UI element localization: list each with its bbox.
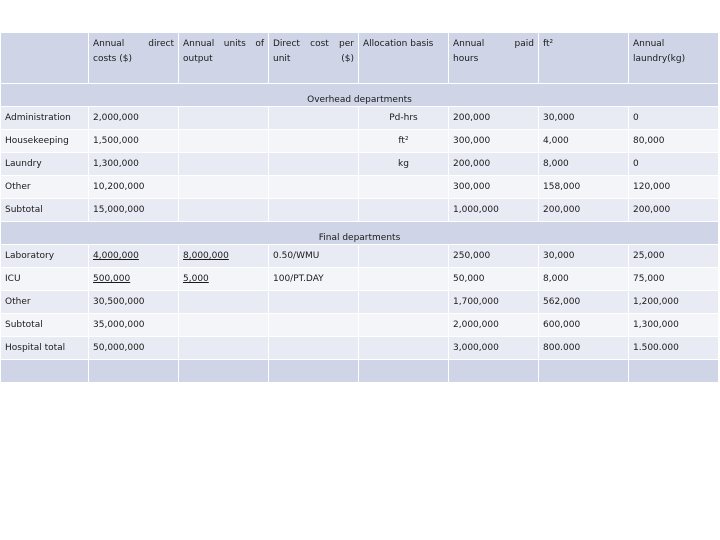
- cost-allocation-table: [0, 32, 719, 383]
- table-row: [1, 130, 719, 153]
- cell-hours: 300,000: [449, 176, 539, 199]
- cell-laundry: 200,000: [629, 199, 719, 222]
- cell-ft2: 200,000: [539, 199, 629, 222]
- cell-hours: 200,000: [449, 153, 539, 176]
- blank-cell: [89, 360, 179, 383]
- cell-hours: 300,000: [449, 130, 539, 153]
- header-allocation-basis: Allocation basis: [359, 33, 449, 84]
- cell-laundry: 1.500.000: [629, 337, 719, 360]
- cell-laundry: 80,000: [629, 130, 719, 153]
- cell-costs: 500,000: [89, 268, 179, 291]
- cell-basis: [359, 291, 449, 314]
- cell-hours: 250,000: [449, 245, 539, 268]
- blank-cell: [539, 360, 629, 383]
- cell-unitcost: 100/PT.DAY: [269, 268, 359, 291]
- cell-unitcost: [269, 337, 359, 360]
- cell-unitcost: [269, 199, 359, 222]
- cell-unitcost: [269, 107, 359, 130]
- cell-basis: [359, 199, 449, 222]
- blank-cell: [179, 360, 269, 383]
- cell-name: Other: [1, 176, 89, 199]
- cell-ft2: 800.000: [539, 337, 629, 360]
- cell-costs: 2,000,000: [89, 107, 179, 130]
- cell-basis: [359, 245, 449, 268]
- header-ft2: ft²: [539, 33, 629, 84]
- cell-units: [179, 130, 269, 153]
- cell-laundry: 120,000: [629, 176, 719, 199]
- blank-cell: [629, 360, 719, 383]
- cell-basis: [359, 268, 449, 291]
- cell-unitcost: [269, 176, 359, 199]
- cell-costs: 1,500,000: [89, 130, 179, 153]
- cell-hours: 50,000: [449, 268, 539, 291]
- cell-name: Subtotal: [1, 314, 89, 337]
- cell-costs: 1,300,000: [89, 153, 179, 176]
- overhead-departments-band-title: Overhead departments: [1, 84, 719, 107]
- blank-cell: [449, 360, 539, 383]
- cell-basis: [359, 176, 449, 199]
- cell-ft2: 158,000: [539, 176, 629, 199]
- cell-costs: 35,000,000: [89, 314, 179, 337]
- cell-unitcost: [269, 130, 359, 153]
- cell-hours: 1,700,000: [449, 291, 539, 314]
- cell-costs: 15,000,000: [89, 199, 179, 222]
- cell-units: [179, 199, 269, 222]
- cell-laundry: 0: [629, 107, 719, 130]
- cell-unitcost: [269, 291, 359, 314]
- cell-costs: 50,000,000: [89, 337, 179, 360]
- cell-basis: [359, 337, 449, 360]
- cell-units: [179, 291, 269, 314]
- cell-basis: Pd-hrs: [359, 107, 449, 130]
- header-direct-cost-per-unit: Direct cost per unit ($): [269, 33, 359, 84]
- cell-costs: 4,000,000: [89, 245, 179, 268]
- table-row: [1, 314, 719, 337]
- cell-ft2: 600,000: [539, 314, 629, 337]
- cell-laundry: 0: [629, 153, 719, 176]
- table-row: [1, 153, 719, 176]
- table-row: [1, 268, 719, 291]
- cell-units: [179, 314, 269, 337]
- header-row: [1, 33, 719, 84]
- table-row: [1, 245, 719, 268]
- cell-unitcost: [269, 153, 359, 176]
- header-annual-direct-costs: Annual direct costs ($): [89, 33, 179, 84]
- cell-name: Hospital total: [1, 337, 89, 360]
- overhead-departments-band: [1, 84, 719, 107]
- cell-ft2: 8,000: [539, 268, 629, 291]
- cell-ft2: 562,000: [539, 291, 629, 314]
- cell-units: [179, 176, 269, 199]
- cell-name: ICU: [1, 268, 89, 291]
- cell-hours: 1,000,000: [449, 199, 539, 222]
- blank-row: [1, 360, 719, 383]
- final-departments-band: [1, 222, 719, 245]
- cell-ft2: 30,000: [539, 107, 629, 130]
- table-row: [1, 291, 719, 314]
- cell-name: Laboratory: [1, 245, 89, 268]
- cell-laundry: 75,000: [629, 268, 719, 291]
- cell-hours: 2,000,000: [449, 314, 539, 337]
- header-annual-paid-hours: Annual paid hours: [449, 33, 539, 84]
- blank-cell: [1, 360, 89, 383]
- blank-cell: [269, 360, 359, 383]
- table-row: [1, 107, 719, 130]
- final-departments-band-title: Final departments: [1, 222, 719, 245]
- header-corner: [1, 33, 89, 84]
- cell-basis: [359, 314, 449, 337]
- cell-costs: 10,200,000: [89, 176, 179, 199]
- cell-basis: kg: [359, 153, 449, 176]
- cell-hours: 200,000: [449, 107, 539, 130]
- table-row: [1, 176, 719, 199]
- cell-unitcost: [269, 314, 359, 337]
- cell-hours: 3,000,000: [449, 337, 539, 360]
- cell-ft2: 30,000: [539, 245, 629, 268]
- cell-name: Subtotal: [1, 199, 89, 222]
- header-annual-units: Annual units of output: [179, 33, 269, 84]
- cell-unitcost: 0.50/WMU: [269, 245, 359, 268]
- header-annual-laundry: Annual laundry(kg): [629, 33, 719, 84]
- cell-units: [179, 153, 269, 176]
- cell-units: [179, 337, 269, 360]
- cell-name: Other: [1, 291, 89, 314]
- table-row: [1, 199, 719, 222]
- cell-costs: 30,500,000: [89, 291, 179, 314]
- cell-laundry: 1,200,000: [629, 291, 719, 314]
- cell-name: Laundry: [1, 153, 89, 176]
- cell-units: 5,000: [179, 268, 269, 291]
- cell-name: Administration: [1, 107, 89, 130]
- cell-units: [179, 107, 269, 130]
- cell-basis: ft²: [359, 130, 449, 153]
- cell-laundry: 25,000: [629, 245, 719, 268]
- cell-laundry: 1,300,000: [629, 314, 719, 337]
- cell-units: 8,000,000: [179, 245, 269, 268]
- cell-name: Housekeeping: [1, 130, 89, 153]
- table-row: [1, 337, 719, 360]
- cell-ft2: 4,000: [539, 130, 629, 153]
- blank-cell: [359, 360, 449, 383]
- cell-ft2: 8,000: [539, 153, 629, 176]
